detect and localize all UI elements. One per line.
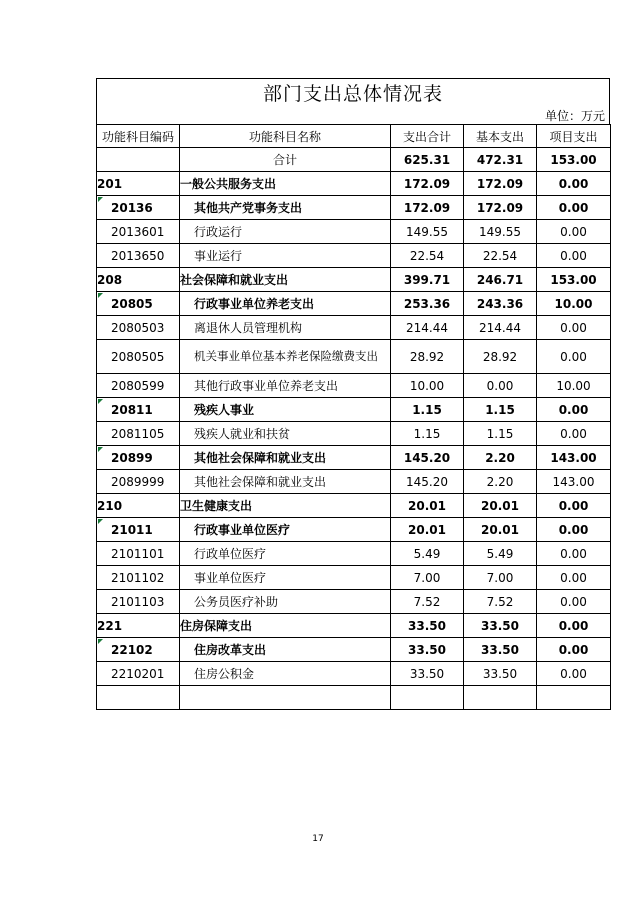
row-project: 0.00 bbox=[537, 638, 611, 662]
row-project: 0.00 bbox=[537, 518, 611, 542]
row-name: 离退休人员管理机构 bbox=[180, 316, 391, 340]
row-code-text: 210 bbox=[97, 498, 123, 513]
row-project: 0.00 bbox=[537, 340, 611, 374]
row-name: 住房改革支出 bbox=[180, 638, 391, 662]
row-basic: 22.54 bbox=[464, 244, 537, 268]
table-row bbox=[97, 398, 611, 422]
row-total: 172.09 bbox=[391, 196, 464, 220]
row-total: 399.71 bbox=[391, 268, 464, 292]
total-label: 合计 bbox=[180, 148, 391, 172]
total-project: 153.00 bbox=[537, 148, 611, 172]
table-row bbox=[97, 662, 611, 686]
row-code-text: 221 bbox=[97, 618, 123, 633]
empty-cell bbox=[97, 686, 180, 710]
row-project: 0.00 bbox=[537, 662, 611, 686]
row-project: 0.00 bbox=[537, 220, 611, 244]
table-row bbox=[97, 374, 611, 398]
table-row bbox=[97, 590, 611, 614]
row-name: 其他社会保障和就业支出 bbox=[180, 470, 391, 494]
row-basic: 243.36 bbox=[464, 292, 537, 316]
row-name: 公务员医疗补助 bbox=[180, 590, 391, 614]
row-total: 145.20 bbox=[391, 470, 464, 494]
row-code-text: 2080599 bbox=[111, 378, 165, 393]
row-total: 7.00 bbox=[391, 566, 464, 590]
row-name: 一般公共服务支出 bbox=[180, 172, 391, 196]
row-name: 住房公积金 bbox=[180, 662, 391, 686]
row-total: 214.44 bbox=[391, 316, 464, 340]
header-code: 功能科目编码 bbox=[97, 125, 180, 148]
row-project: 143.00 bbox=[537, 470, 611, 494]
row-total: 10.00 bbox=[391, 374, 464, 398]
row-project: 0.00 bbox=[537, 244, 611, 268]
row-project: 0.00 bbox=[537, 542, 611, 566]
row-total: 7.52 bbox=[391, 590, 464, 614]
row-code-text: 22102 bbox=[111, 642, 153, 657]
table-row bbox=[97, 566, 611, 590]
page-number: 17 bbox=[312, 834, 324, 844]
row-total: 5.49 bbox=[391, 542, 464, 566]
table-title: 部门支出总体情况表 bbox=[96, 78, 610, 109]
row-total: 28.92 bbox=[391, 340, 464, 374]
row-code-text: 2081105 bbox=[111, 426, 165, 441]
row-name: 机关事业单位基本养老保险缴费支出 bbox=[180, 340, 391, 374]
total-total: 625.31 bbox=[391, 148, 464, 172]
row-basic: 33.50 bbox=[464, 638, 537, 662]
row-code bbox=[97, 614, 180, 638]
row-basic: 2.20 bbox=[464, 470, 537, 494]
row-code-text: 2080505 bbox=[111, 349, 165, 364]
row-name: 残疾人就业和扶贫 bbox=[180, 422, 391, 446]
table-row bbox=[97, 316, 611, 340]
table-row bbox=[97, 446, 611, 470]
row-code bbox=[97, 662, 180, 686]
row-name: 事业单位医疗 bbox=[180, 566, 391, 590]
table-row bbox=[97, 244, 611, 268]
row-name: 其他行政事业单位养老支出 bbox=[180, 374, 391, 398]
row-code bbox=[97, 268, 180, 292]
table-row bbox=[97, 172, 611, 196]
table-row bbox=[97, 196, 611, 220]
row-project: 0.00 bbox=[537, 566, 611, 590]
row-name: 卫生健康支出 bbox=[180, 494, 391, 518]
row-basic: 246.71 bbox=[464, 268, 537, 292]
table-row bbox=[97, 292, 611, 316]
row-basic: 0.00 bbox=[464, 374, 537, 398]
cell-marker-icon bbox=[98, 519, 103, 524]
row-code bbox=[97, 398, 180, 422]
row-basic: 33.50 bbox=[464, 662, 537, 686]
row-code bbox=[97, 220, 180, 244]
row-code bbox=[97, 244, 180, 268]
row-code-text: 21011 bbox=[111, 522, 153, 537]
row-name: 残疾人事业 bbox=[180, 398, 391, 422]
row-code-text: 20811 bbox=[111, 402, 153, 417]
row-code bbox=[97, 638, 180, 662]
row-project: 0.00 bbox=[537, 590, 611, 614]
row-name: 社会保障和就业支出 bbox=[180, 268, 391, 292]
row-code bbox=[97, 518, 180, 542]
row-code-text: 2089999 bbox=[111, 474, 165, 489]
expenditure-table bbox=[96, 124, 611, 710]
row-total: 172.09 bbox=[391, 172, 464, 196]
row-project: 143.00 bbox=[537, 446, 611, 470]
row-code-text: 2210201 bbox=[111, 666, 165, 681]
row-code-text: 2013601 bbox=[111, 224, 165, 239]
row-code bbox=[97, 292, 180, 316]
row-code bbox=[97, 566, 180, 590]
row-total: 22.54 bbox=[391, 244, 464, 268]
row-code bbox=[97, 422, 180, 446]
row-total: 33.50 bbox=[391, 614, 464, 638]
table-row bbox=[97, 340, 611, 374]
row-code-text: 2101103 bbox=[111, 594, 165, 609]
row-code-text: 2101102 bbox=[111, 570, 165, 585]
row-project: 10.00 bbox=[537, 292, 611, 316]
row-code bbox=[97, 196, 180, 220]
row-project: 10.00 bbox=[537, 374, 611, 398]
row-code-text: 20899 bbox=[111, 450, 153, 465]
row-total: 1.15 bbox=[391, 398, 464, 422]
row-project: 0.00 bbox=[537, 316, 611, 340]
cell-marker-icon bbox=[98, 639, 103, 644]
table-row bbox=[97, 494, 611, 518]
table-row bbox=[97, 614, 611, 638]
row-basic: 7.00 bbox=[464, 566, 537, 590]
row-total: 20.01 bbox=[391, 494, 464, 518]
header-total: 支出合计 bbox=[391, 125, 464, 148]
row-total: 145.20 bbox=[391, 446, 464, 470]
table-row bbox=[97, 422, 611, 446]
row-total: 33.50 bbox=[391, 638, 464, 662]
empty-cell bbox=[391, 686, 464, 710]
row-code bbox=[97, 446, 180, 470]
row-basic: 1.15 bbox=[464, 422, 537, 446]
header-row bbox=[97, 125, 611, 148]
row-total: 20.01 bbox=[391, 518, 464, 542]
row-basic: 20.01 bbox=[464, 494, 537, 518]
row-basic: 5.49 bbox=[464, 542, 537, 566]
row-project: 0.00 bbox=[537, 494, 611, 518]
table-row bbox=[97, 268, 611, 292]
row-code bbox=[97, 374, 180, 398]
row-code-text: 201 bbox=[97, 176, 123, 191]
row-project: 0.00 bbox=[537, 422, 611, 446]
table-row bbox=[97, 518, 611, 542]
row-basic: 172.09 bbox=[464, 196, 537, 220]
empty-cell bbox=[537, 686, 611, 710]
row-name: 住房保障支出 bbox=[180, 614, 391, 638]
cell-marker-icon bbox=[98, 447, 103, 452]
header-project: 项目支出 bbox=[537, 125, 611, 148]
row-name: 行政单位医疗 bbox=[180, 542, 391, 566]
row-total: 253.36 bbox=[391, 292, 464, 316]
unit-text: 单位：万元 bbox=[544, 109, 605, 123]
row-total: 33.50 bbox=[391, 662, 464, 686]
row-code-text: 2013650 bbox=[111, 248, 165, 263]
cell-marker-icon bbox=[98, 197, 103, 202]
row-basic: 20.01 bbox=[464, 518, 537, 542]
row-project: 153.00 bbox=[537, 268, 611, 292]
empty-row bbox=[97, 686, 611, 710]
row-name: 行政事业单位养老支出 bbox=[180, 292, 391, 316]
row-code bbox=[97, 316, 180, 340]
row-code bbox=[97, 494, 180, 518]
row-project: 0.00 bbox=[537, 614, 611, 638]
row-basic: 2.20 bbox=[464, 446, 537, 470]
row-code-text: 20805 bbox=[111, 296, 153, 311]
table-row bbox=[97, 542, 611, 566]
row-code-text: 208 bbox=[97, 272, 123, 287]
row-basic: 214.44 bbox=[464, 316, 537, 340]
row-basic: 149.55 bbox=[464, 220, 537, 244]
empty-cell bbox=[464, 686, 537, 710]
row-project: 0.00 bbox=[537, 172, 611, 196]
unit-label bbox=[96, 108, 610, 124]
row-total: 149.55 bbox=[391, 220, 464, 244]
row-name: 行政事业单位医疗 bbox=[180, 518, 391, 542]
row-basic: 1.15 bbox=[464, 398, 537, 422]
row-name: 其他社会保障和就业支出 bbox=[180, 446, 391, 470]
row-code bbox=[97, 542, 180, 566]
row-basic: 7.52 bbox=[464, 590, 537, 614]
cell-marker-icon bbox=[98, 399, 103, 404]
row-code bbox=[97, 172, 180, 196]
row-code-text: 2101101 bbox=[111, 546, 165, 561]
row-code-text: 20136 bbox=[111, 200, 153, 215]
row-total: 1.15 bbox=[391, 422, 464, 446]
header-basic: 基本支出 bbox=[464, 125, 537, 148]
table-row bbox=[97, 638, 611, 662]
row-project: 0.00 bbox=[537, 398, 611, 422]
row-basic: 28.92 bbox=[464, 340, 537, 374]
total-code-cell bbox=[97, 148, 180, 172]
table-row bbox=[97, 470, 611, 494]
header-name: 功能科目名称 bbox=[180, 125, 391, 148]
row-code bbox=[97, 590, 180, 614]
cell-marker-icon bbox=[98, 293, 103, 298]
row-basic: 33.50 bbox=[464, 614, 537, 638]
empty-cell bbox=[180, 686, 391, 710]
row-basic: 172.09 bbox=[464, 172, 537, 196]
total-basic: 472.31 bbox=[464, 148, 537, 172]
row-code bbox=[97, 470, 180, 494]
total-row bbox=[97, 148, 611, 172]
row-name: 其他共产党事务支出 bbox=[180, 196, 391, 220]
row-project: 0.00 bbox=[537, 196, 611, 220]
row-name: 事业运行 bbox=[180, 244, 391, 268]
row-code bbox=[97, 340, 180, 374]
table-row bbox=[97, 220, 611, 244]
row-code-text: 2080503 bbox=[111, 320, 165, 335]
row-name: 行政运行 bbox=[180, 220, 391, 244]
